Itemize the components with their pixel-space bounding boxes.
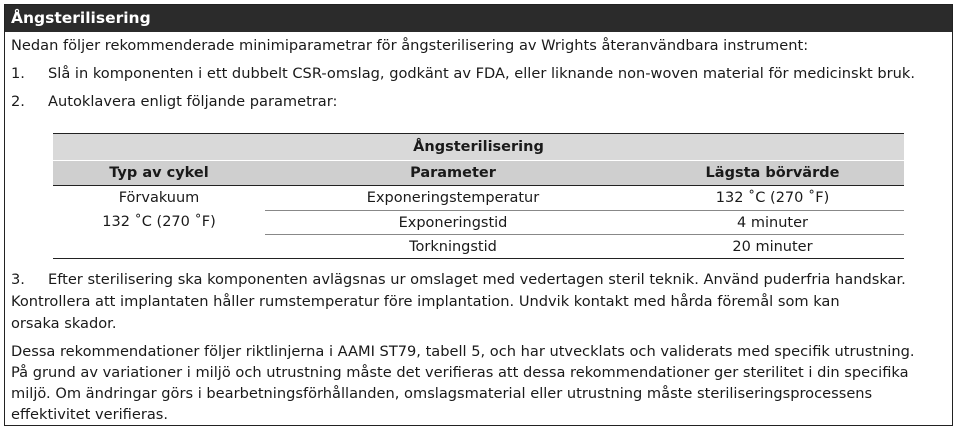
document-frame — [4, 4, 953, 426]
cycle-temperature: 132 ˚C (270 ˚F) — [102, 214, 216, 230]
closing-line-4: effektivitet verifieras. — [11, 406, 169, 423]
table-row — [265, 234, 904, 259]
table-row — [265, 186, 904, 210]
step-3-line-3: orsaka skador. — [11, 315, 117, 332]
table-row — [265, 210, 904, 235]
closing-line-3: miljö. Om ändringar görs i bearbetningsförhållanden, omslagsmaterial eller utrustning måste steriliseringsprocessens — [11, 385, 873, 402]
step-1-number: 1. — [11, 65, 25, 82]
closing-line-2: På grund av variationer i miljö och utrustning måste det verifieras att dessa rekommendationer ger sterilitet i din specifika — [11, 364, 909, 381]
step-3-line-2: Kontrollera att implantaten håller rumstemperatur före implantation. Undvik kontakt med hårda föremål som kan — [11, 293, 840, 310]
row-parameter: Exponeringstemperatur — [366, 190, 540, 206]
table-body — [53, 186, 904, 259]
table-header-row — [53, 160, 904, 186]
header-min-setpoint: Lägsta börvärde — [705, 165, 840, 181]
row-parameter: Exponeringstid — [398, 215, 508, 231]
step-3-line-1: Efter sterilisering ska komponenten avlägsnas ur omslaget med vedertagen steril teknik. Använd puderfria handskar. — [48, 271, 906, 288]
step-2-text: Autoklavera enligt följande parametrar: — [48, 93, 338, 110]
cycle-name: Förvakuum — [118, 190, 200, 206]
row-value: 4 minuter — [737, 215, 808, 231]
header-parameter: Parameter — [410, 165, 496, 181]
table-title: Ångsterilisering — [53, 133, 904, 160]
step-2-number: 2. — [11, 93, 25, 110]
step-1-text: Slå in komponenten i ett dubbelt CSR-omslag, godkänt av FDA, eller liknande non-woven material för medicinskt bruk. — [48, 65, 916, 82]
row-value: 20 minuter — [732, 239, 813, 255]
closing-line-1: Dessa rekommendationer följer riktlinjerna i AAMI ST79, tabell 5, och har utvecklats och validerats med specifik utrustning. — [11, 343, 915, 360]
cycle-cell — [53, 186, 265, 234]
intro-text: Nedan följer rekommenderade minimiparametrar för ångsterilisering av Wrights återanvändbara instrument: — [11, 37, 809, 54]
section-title: Ångsterilisering — [5, 5, 952, 32]
header-cycle-type: Typ av cykel — [109, 165, 209, 181]
row-value: 132 ˚C (270 ˚F) — [715, 190, 830, 206]
step-3-number: 3. — [11, 271, 25, 288]
sterilization-table — [53, 133, 904, 259]
row-parameter: Torkningstid — [409, 239, 497, 255]
